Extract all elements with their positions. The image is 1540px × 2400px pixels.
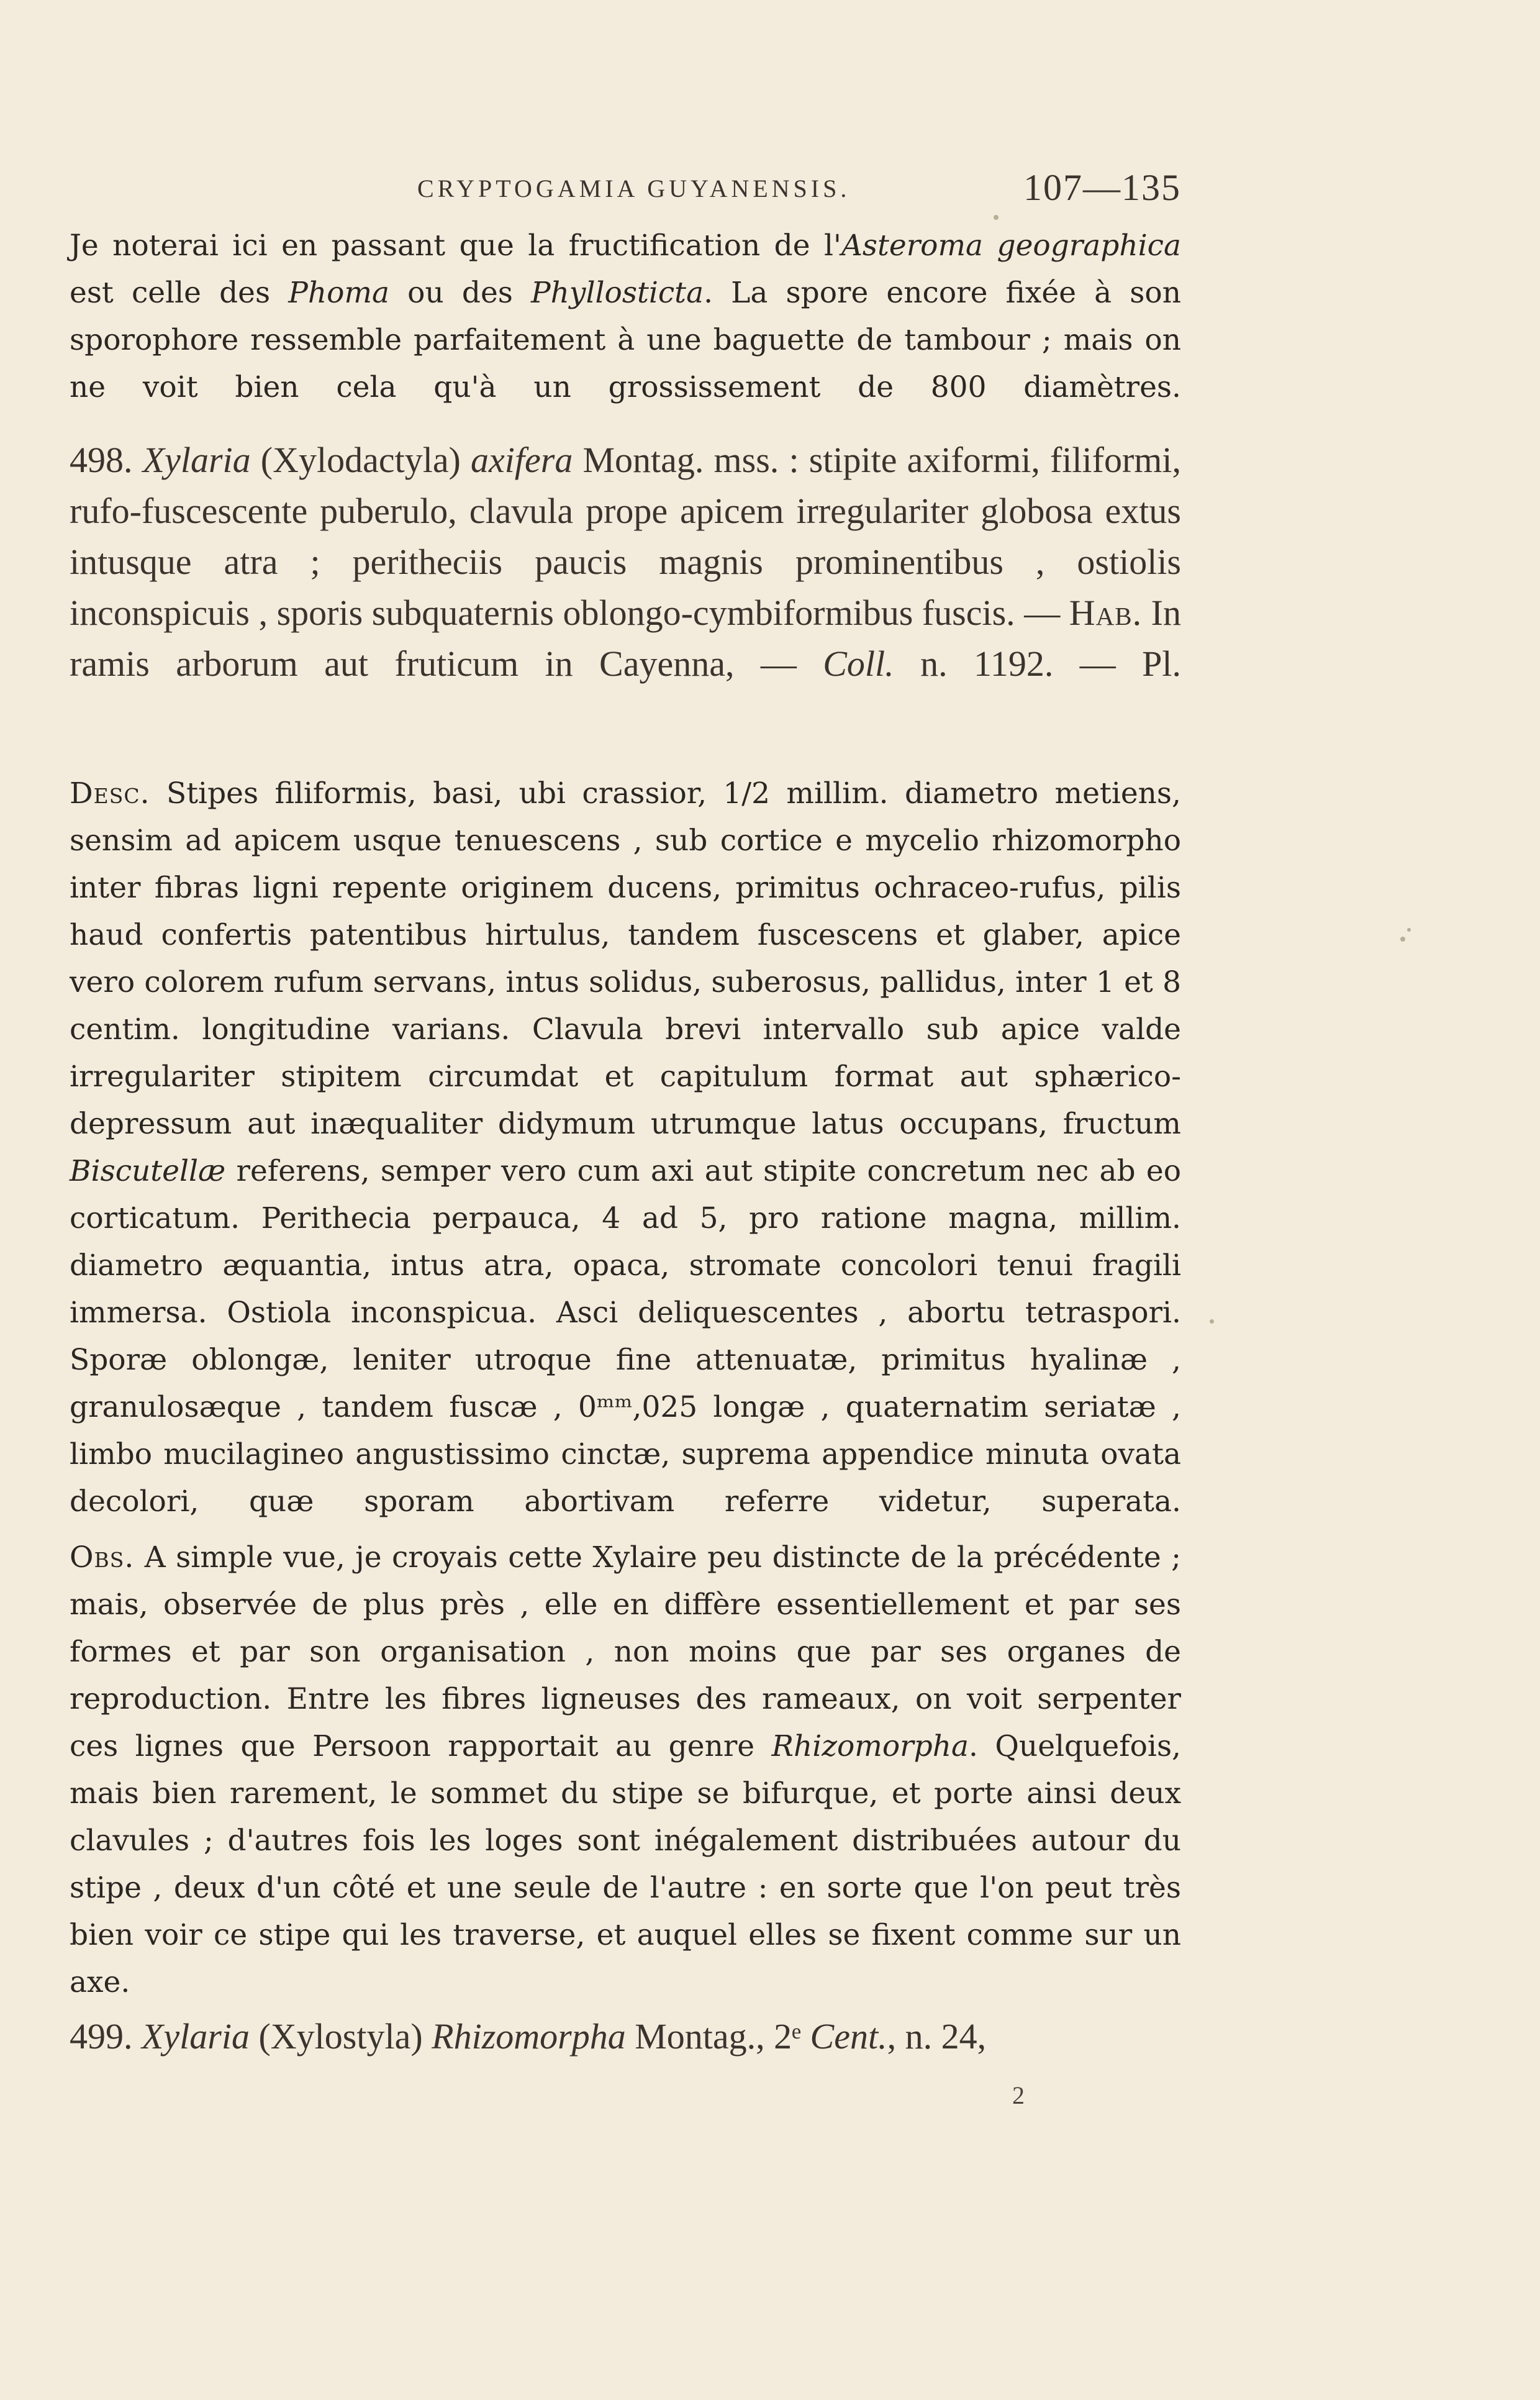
- intro-text-1: Je noterai ici en passant que la fructification de l': [70, 229, 841, 263]
- description-italic-biscutellae: Biscutellæ: [70, 1154, 226, 1188]
- intro-text-3: ou des: [389, 276, 532, 310]
- intro-text-2: est celle des: [70, 276, 289, 310]
- reference-italic-cent: Cent.: [810, 2016, 887, 2057]
- intro-italic-phoma: Phoma: [288, 276, 390, 310]
- observation-label: Obs.: [70, 1540, 135, 1575]
- diagnosis-text: Montag. mss. : stipite axiformi, filiformi, rufo-fuscescente puberulo, clavula prope apicem irregulariter globosa extus intusque atra ; peritheciis paucis magnis prominentibus , ostiolis inconspicuis , sporis subquaternis oblongo-cymbiformibus fuscis. —: [70, 440, 1182, 633]
- collection-label: Coll.: [823, 643, 894, 684]
- intro-italic-asteroma: Asteroma geographica: [841, 229, 1182, 263]
- intro-text-4: . La spore encore fixée à son sporophore ressemble parfaitement à une baguette de tambour ; mais on ne voit bien cela qu'à un grossissement de 800 diamètres.: [70, 276, 1181, 404]
- genus-name: Xylaria: [142, 440, 251, 480]
- running-title: CRYPTOGAMIA GUYANENSIS.: [417, 175, 851, 202]
- species-name: Rhizomorpha: [432, 2016, 626, 2057]
- observation-text-1: A simple vue, je croyais cette Xylaire peu distincte de la précédente ; mais, observée de plus près , elle en diffère essentiellement et par ses formes et par son organisation , non moins que par ses organes de reproduction. Entre les fibres ligneuses des rameaux, on voit serpenter ces lignes que Persoon rapportait au genre: [70, 1540, 1181, 1763]
- paper-speck: [1407, 928, 1411, 932]
- observation-text-2: . Quelquefois, mais bien rarement, le sommet du stipe se bifurque, et porte ainsi deux clavules ; d'autres fois les loges sont inégalement distribuées autour du stipe , deux d'un côté et une seule de l'autre : en sorte que l'on peut très bien voir ce stipe qui les traverse, et auquel elles se fixent comme sur un axe.: [70, 1729, 1182, 1999]
- observation-paragraph: [70, 1534, 1181, 2006]
- entry-number: 499.: [70, 2016, 142, 2057]
- species-entry-498: [70, 435, 1181, 689]
- habitat-label: Hab.: [1069, 593, 1143, 633]
- signature-mark: 2: [1012, 2081, 1025, 2109]
- paper-speck: [1400, 937, 1405, 942]
- paper-speck: [1210, 1319, 1214, 1324]
- intro-paragraph: [70, 222, 1181, 411]
- reference-text-2: , n. 24,: [887, 2016, 987, 2057]
- reference-text-1: Montag., 2ᵉ: [625, 2016, 810, 2057]
- description-text-1: Stipes filiformis, basi, ubi crassior, 1/2 millim. diametro metiens, sensim ad apicem usque tenuescens , sub cortice e mycelio rhizomorpho inter fibras ligni repente originem ducens, primitus ochraceo-rufus, pilis haud confertis patentibus hirtulus, tandem fuscescens et glaber, apice vero colorem rufum servans, intus solidus, suberosus, pallidus, inter 1 et 8 centim. longitudine varians. Clavula brevi intervallo sub apice valde irregulariter stipitem circumdat et capitulum format aut sphærico-depressum aut inæqualiter didymum utrumque latus occupans, fructum: [70, 776, 1181, 1141]
- intro-italic-phyllosticta: Phyllosticta: [531, 276, 704, 310]
- description-text-2: referens, semper vero cum axi aut stipite concretum nec ab eo corticatum. Perithecia perpauca, 4 ad 5, pro ratione magna, millim. diametro æquantia, intus atra, opaca, stromate concolori tenui fragili immersa. Ostiola inconspicua. Asci deliquescentes , abortu tetraspori. Sporæ oblongæ, leniter utroque fine attenuatæ, primitus hyalinæ , granulosæque , tandem fuscæ , 0ᵐᵐ,025 longæ , quaternatim seriatæ , limbo mucilagineo angustissimo cinctæ, suprema appendice minuta ovata decolori, quæ sporam abortivam referre videtur, superata.: [70, 1154, 1181, 1519]
- observation-italic-rhizomorpha: Rhizomorpha: [771, 1729, 969, 1763]
- page-header: [70, 166, 1181, 210]
- entry-number: 498.: [70, 440, 143, 480]
- paper-speck: [994, 215, 999, 220]
- description-paragraph: [70, 770, 1181, 1525]
- species-name: axifera: [471, 440, 573, 480]
- section-name: (Xylodactyla): [250, 440, 471, 480]
- description-label: Desc.: [70, 776, 150, 811]
- genus-name: Xylaria: [142, 2016, 250, 2057]
- species-entry-499: [70, 2011, 1181, 2062]
- section-name: (Xylostyla): [249, 2016, 432, 2057]
- page-number: 107—135: [1023, 167, 1181, 208]
- collection-text: n. 1192. — Pl.: [894, 643, 1181, 684]
- habitat-text: In ramis arborum aut fruticum in Cayenna, —: [70, 593, 1181, 684]
